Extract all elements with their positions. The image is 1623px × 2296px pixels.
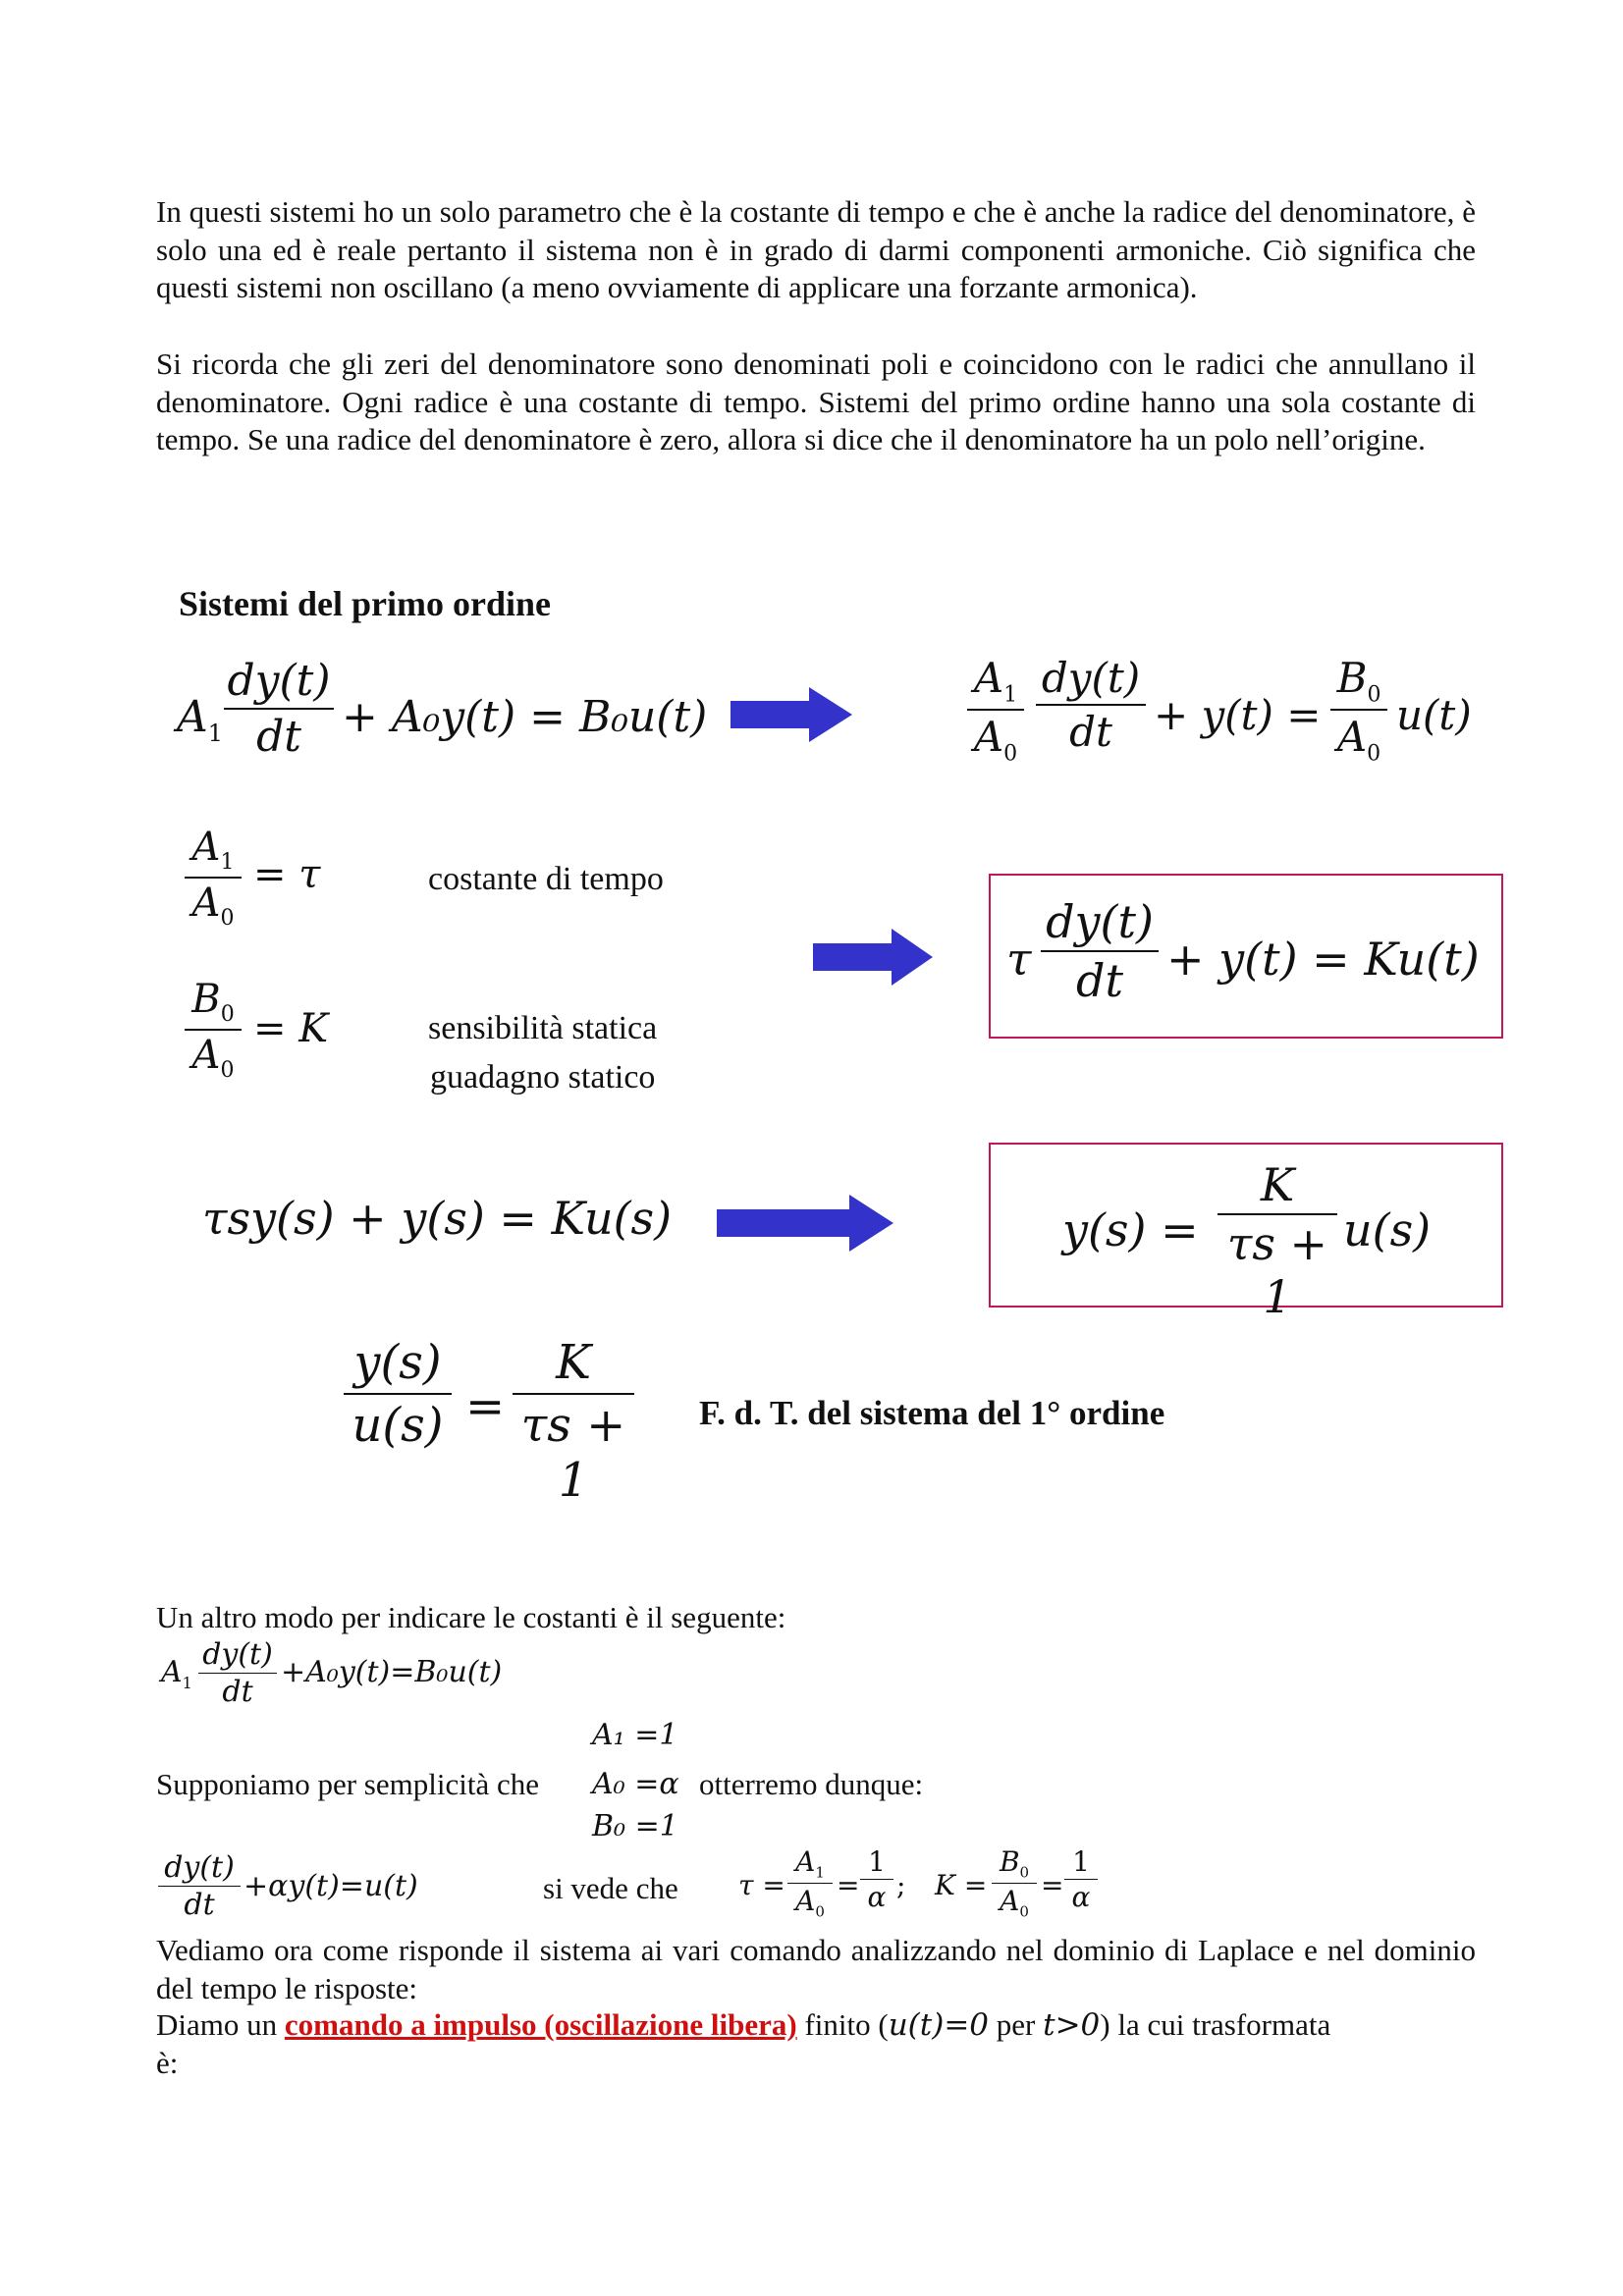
impulse-link[interactable]: comando a impulso (oscillazione libera) [284, 2007, 797, 2042]
e-colon: è: [156, 2046, 179, 2080]
tau-label: costante di tempo [428, 861, 664, 897]
box1-fraction: dy(t) dt [1041, 895, 1159, 1007]
lower-eq2-fraction: dy(t) dt [158, 1850, 241, 1922]
box2-us: u(s) [1343, 1203, 1432, 1256]
impulse-line: Diamo un comando a impulso (oscillazione libera) finito (u(t)=0 per t>0) la cui trasformata [156, 2007, 1331, 2043]
case-a1: A₁ =1 [592, 1718, 678, 1752]
case-a0: A₀ =α [592, 1767, 679, 1801]
lower-tau-alpha-fraction: 1 α [860, 1845, 893, 1913]
lower-k-eq: K = [935, 1869, 988, 1901]
box2-ys-eq: y(s) = [1062, 1203, 1199, 1256]
arrow-icon-1 [730, 687, 852, 742]
otterremo-text: otterremo dunque: [699, 1767, 924, 1801]
eq2-a1-a0-fraction: $A_1$ $A_0$ [967, 654, 1024, 767]
box1-tau: τ [1006, 933, 1032, 986]
arrow-icon-2 [813, 929, 933, 986]
tf-ys-us-fraction: y(s) u(s) [344, 1335, 452, 1453]
lower-k-alpha-fraction: 1 α [1064, 1845, 1098, 1913]
k-fraction: $B_0$ $A_0$ [185, 977, 242, 1083]
tf-k-fraction: K τs + 1 [513, 1335, 634, 1508]
eq2-rest: + y(t) = [1154, 691, 1322, 739]
lower-eq1-a1: $A_1$ [161, 1655, 192, 1692]
supponiamo-text: Supponiamo per semplicità che [156, 1767, 539, 1801]
lower-tau-a-fraction: $A_1$ $A_0$ [787, 1845, 833, 1920]
paragraph-intro: In questi sistemi ho un solo parametro che è la costante di tempo e che è anche la radice del denominatore, è solo una ed è reale pertanto il sistema non è in grado di darmi componenti armoniche. Ciò significa che questi sistemi non oscillano (a meno ovviamente di applicare una forzante armonica). [156, 194, 1476, 304]
box2-fraction: K τs + 1 [1217, 1158, 1337, 1323]
lower-tau-eq2: = [837, 1869, 860, 1901]
si-vede-che: si vede che [543, 1871, 678, 1905]
eq2-fraction: dy(t) dt [1036, 654, 1146, 756]
alternate-intro: Un altro modo per indicare le costanti è il seguente: [156, 1600, 786, 1634]
eq1-rest: + A₀y(t) = B₀u(t) [342, 692, 708, 742]
lower-k-b-fraction: $B_0$ $A_0$ [992, 1845, 1037, 1920]
lower-tau-eq: τ = [738, 1869, 785, 1901]
eq1-fraction: dy(t) dt [224, 656, 334, 762]
k-label-guadagno: guadagno statico [430, 1059, 656, 1095]
eq1-a1: $A_1$ [177, 692, 224, 747]
eq2-ut: u(t) [1396, 691, 1472, 739]
lower-eq1-rest: +A₀y(t)=B₀u(t) [281, 1655, 503, 1689]
eq2-b0-a0-fraction: $B_0$ $A_0$ [1330, 654, 1387, 767]
k-eq: = K [253, 1006, 329, 1051]
lower-eq2-rest: +αy(t)=u(t) [243, 1869, 418, 1903]
fdt-label: F. d. T. del sistema del 1° ordine [699, 1394, 1165, 1432]
tau-fraction: $A_1$ $A_0$ [185, 825, 242, 931]
figure-title: Sistemi del primo ordine [179, 584, 551, 623]
tf-eq: = [465, 1379, 506, 1434]
laplace-eq: τsy(s) + y(s) = Ku(s) [202, 1192, 673, 1245]
paragraph-vediamo: Vediamo ora come risponde il sistema ai vari comando analizzando nel dominio di Laplace e nel dominio del tempo le risposte: [156, 1933, 1476, 2005]
k-label-sensibilita: sensibilità statica [428, 1010, 658, 1046]
paragraph-poles: Si ricorda che gli zeri del denominatore sono denominati poli e coincidono con le radici che annullano il denominatore. Ogni radice è una costante di tempo. Sistemi del primo ordine hanno una sola costante di tempo. Se una radice del denominatore è zero, allora si dice che il denominatore ha un polo nell’origine. [156, 347, 1476, 456]
lower-k-eq2: = [1041, 1869, 1064, 1901]
tau-eq: = τ [253, 852, 321, 897]
lower-semicolon: ; [896, 1869, 906, 1901]
case-b0: B₀ =1 [592, 1809, 678, 1843]
lower-eq1-fraction: dy(t) dt [198, 1637, 277, 1709]
box1-rest: + y(t) = Ku(t) [1166, 933, 1480, 986]
arrow-icon-3 [717, 1195, 893, 1252]
